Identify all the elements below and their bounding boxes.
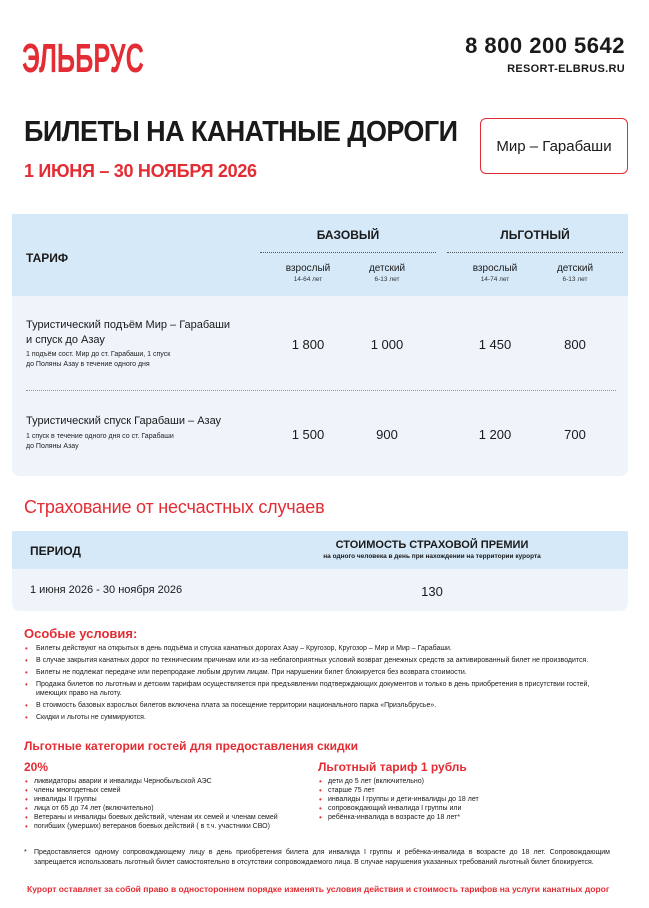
insurance-heading: Страхование от несчастных случаев bbox=[24, 497, 325, 517]
list-item: • дети до 5 лет (включительно) bbox=[318, 777, 598, 786]
list-item: • члены многодетных семей bbox=[24, 786, 304, 795]
subcol-age: 14-74 лет bbox=[480, 276, 510, 283]
subcol-label: детский bbox=[368, 263, 406, 274]
column-header-tariff: ТАРИФ bbox=[26, 251, 69, 265]
elbrus-logo bbox=[22, 28, 146, 80]
insurance-table bbox=[12, 531, 628, 611]
column-header-cost-note: на одного человека в день при нахождении на территории курорта bbox=[323, 553, 541, 560]
subcol-label: взрослый bbox=[285, 263, 331, 274]
price-cell: 900 bbox=[376, 427, 398, 442]
subcol-label: взрослый bbox=[472, 263, 518, 274]
tariff-table bbox=[12, 214, 628, 476]
list-item: • ликвидаторы аварии и инвалиды Чернобыльской АЭС bbox=[24, 777, 304, 786]
row-divider bbox=[26, 390, 616, 391]
discount-20-list bbox=[24, 777, 304, 831]
list-item: • старше 75 лет bbox=[318, 786, 598, 795]
svg-text:ЭЛЬБРУС: ЭЛЬБРУС bbox=[22, 35, 144, 81]
group-header-discount: ЛЬГОТНЫЙ bbox=[500, 228, 570, 242]
insurance-period-cell: 1 июня 2026 - 30 ноября 2026 bbox=[30, 584, 183, 596]
price-cell: 1 450 bbox=[478, 337, 512, 352]
list-item: • Билеты не подлежат передаче или перепродаже любым другим лицам. При нарушении билет блокируется без возврата стоимости. bbox=[24, 668, 614, 677]
column-header-cost: СТОИМОСТЬ СТРАХОВОЙ ПРЕМИИ bbox=[335, 539, 529, 551]
tariff-row-note: до Поляны Азау bbox=[26, 443, 79, 450]
website-link[interactable]: RESORT-ELBRUS.RU bbox=[507, 63, 625, 75]
list-item: • погибших (умерших) ветеранов боевых действий ( в т.ч. участники СВО) bbox=[24, 822, 304, 831]
discount-1rub-list bbox=[318, 777, 598, 822]
tariff-row-name: Туристический спуск Гарабаши – Азау bbox=[26, 415, 222, 427]
list-item: • инвалиды I группы и дети-инвалиды до 18 лет bbox=[318, 795, 598, 804]
list-item: • инвалиды II группы bbox=[24, 795, 304, 804]
footnote-text: Предоставляется одному сопровождающему лицу в день приобретения билета для инвалида I группы и ребёнка-инвалида в возрасте до 18 лет. Сопровождающим запрещается использовать льготный билет самостоятельно в отсутствии сопровождаемого лица. В случае нарушения указанных требований льготный билет блокируется. bbox=[34, 849, 610, 866]
price-cell: 1 000 bbox=[370, 337, 404, 352]
tariff-table-header bbox=[12, 214, 628, 296]
price-cell: 1 500 bbox=[291, 427, 325, 442]
conditions-heading: Особые условия: bbox=[24, 626, 138, 641]
subcol-age: 6-13 лет bbox=[374, 276, 400, 283]
list-item: • сопровождающий инвалида I группы или bbox=[318, 804, 598, 813]
list-item: • Продажа билетов по льготным и детским тарифам осуществляется при предъявлении подтверждающих документов и только в день приобретения в присутствии гостей, имеющих право на льготу. bbox=[24, 680, 614, 698]
list-item: • Ветераны и инвалиды боевых действий, членам их семей и членам семей bbox=[24, 813, 304, 822]
tariff-row-name: и спуск до Азау bbox=[26, 334, 105, 346]
list-item: • В случае закрытия канатных дорог по техническим причинам или из-за неблагоприятных условий возврат денежных средств за активированный билет не производится. bbox=[24, 656, 614, 665]
group-header-base: БАЗОВЫЙ bbox=[316, 228, 380, 242]
group-divider bbox=[260, 252, 436, 253]
price-cell: 1 200 bbox=[478, 427, 512, 442]
subcol-age: 14-64 лет bbox=[293, 276, 323, 283]
discount-20-title: 20% bbox=[24, 760, 49, 774]
tariff-row-note: 1 спуск в течение одного дня со ст. Гарабаши bbox=[26, 433, 174, 440]
discount-1rub-title: Льготный тариф 1 рубль bbox=[318, 760, 467, 774]
disclaimer: Курорт оставляет за собой право в одностороннем порядке изменять условия действия и стоимость тарифов на услуги канатных дорог bbox=[27, 884, 610, 894]
list-item: • Скидки и льготы не суммируются. bbox=[24, 713, 614, 722]
route-badge: Мир – Гарабаши bbox=[480, 118, 628, 174]
tariff-row-note: 1 подъём сост. Мир до ст. Гарабаши, 1 спуск bbox=[26, 351, 171, 358]
conditions-list bbox=[24, 644, 614, 725]
page-title: БИЛЕТЫ НА КАНАТНЫЕ ДОРОГИ bbox=[24, 116, 458, 148]
tariff-row-name: Туристический подъём Мир – Гарабаши bbox=[26, 319, 231, 331]
list-item: • ребёнка-инвалида в возрасте до 18 лет* bbox=[318, 813, 598, 822]
subcol-label: детский bbox=[556, 263, 594, 274]
price-cell: 1 800 bbox=[291, 337, 325, 352]
insurance-price-cell: 130 bbox=[421, 584, 443, 599]
subcol-age: 6-13 лет bbox=[562, 276, 588, 283]
footnote-asterisk: * bbox=[24, 849, 27, 856]
column-header-period: ПЕРИОД bbox=[30, 544, 81, 558]
list-item: • лица от 65 до 74 лет (включительно) bbox=[24, 804, 304, 813]
list-item: • Билеты действуют на открытых в день подъёма и спуска канатных дорогах Азау – Кругозор, Кругозор – Мир и Мир – Гарабаши. bbox=[24, 644, 614, 653]
price-cell: 700 bbox=[564, 427, 586, 442]
list-item: • В стоимость базовых взрослых билетов включена плата за посещение территории национального парка «Приэльбрусье». bbox=[24, 701, 614, 710]
tariff-row-note: до Поляны Азау в течение одного дня bbox=[26, 361, 150, 368]
insurance-table-header bbox=[12, 531, 628, 569]
price-cell: 800 bbox=[564, 337, 586, 352]
period-subtitle: 1 ИЮНЯ – 30 НОЯБРЯ 2026 bbox=[24, 161, 257, 181]
phone-number[interactable]: 8 800 200 5642 bbox=[465, 33, 625, 58]
group-divider bbox=[447, 252, 623, 253]
categories-heading: Льготные категории гостей для предоставления скидки bbox=[24, 739, 359, 753]
footnote bbox=[24, 848, 610, 867]
